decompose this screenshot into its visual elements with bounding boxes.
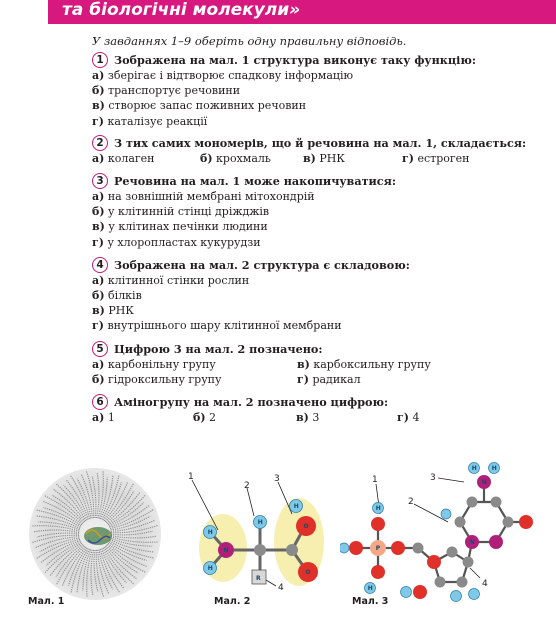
core-structure [84,527,112,545]
question-number: 5 [92,341,108,357]
hydrogen-label: H [375,505,381,512]
hydrogen-label: H [293,503,299,510]
question-list [92,30,542,425]
section-title-banner [48,0,556,24]
option: в) у клітинах печінки людини [92,220,268,234]
hydrogen-label: H [257,519,263,526]
nitrogen-label: N [223,547,229,554]
option: г) каталізує реакції [92,114,208,128]
option: а) 1 [92,411,115,425]
nitrogen-label: N [481,479,487,486]
option: г) 4 [397,411,420,425]
option-grid [92,357,542,387]
figure-3-caption: Мал. 3 [352,596,389,607]
hydrogen-label: H [491,465,497,472]
fig2-label-2: 2 [244,481,250,491]
option: в) РНК [92,304,134,318]
fig2-label-4: 4 [278,583,284,593]
question-4 [92,257,542,273]
fig2-label-1: 1 [188,472,194,482]
hydrogen-label: H [367,585,373,592]
option: б) 2 [193,411,217,425]
section-title: та біологічні молекули» [62,0,301,20]
option: а) зберігає і відтворює спадкову інформацію [92,69,354,82]
question-text: Зображена на мал. 2 структура є складовою: [114,257,410,272]
option: а) колаген [92,151,155,165]
option: г) естроген [402,151,470,165]
figure-1-molecule [20,464,170,604]
option: б) у клітинній стінці дріжджів [92,205,270,219]
option: г) внутрішнього шару клітинної мембрани [92,319,342,333]
option: а) карбонільну групу [92,357,216,371]
fig3-label-3: 3 [430,473,436,483]
figure-2-caption: Мал. 2 [214,596,251,607]
option: а) клітинної стінки рослин [92,273,250,287]
radical-label: R [256,575,261,582]
oxygen-label: O [305,569,311,576]
question-number: 6 [92,394,108,410]
figure-3-nucleotide [340,456,540,602]
option: в) створює запас поживних речовин [92,99,307,113]
fig3-label-1: 1 [372,475,378,485]
option: в) 3 [296,411,320,425]
fig3-label-4: 4 [482,579,488,589]
option: в) РНК [303,151,345,165]
figure-2-amino-acid [188,470,338,600]
option: а) на зовнішній мембрані мітохондрій [92,190,315,204]
option: в) карбоксильну групу [297,357,431,371]
question-number: 2 [92,135,108,151]
option: б) гідроксильну групу [92,372,222,386]
question-2 [92,135,542,151]
hydrogen-label: H [207,529,213,536]
option: б) транспортує речовини [92,84,241,98]
instruction-text: У завданнях 1–9 оберіть одну правильну відповідь. [92,34,407,48]
question-3 [92,173,542,189]
option: г) у хлоропластах кукурудзи [92,235,261,249]
question-text: Зображена на мал. 1 структура виконує таку функцію: [114,53,476,67]
oxygen-label: O [303,523,309,530]
question-1 [92,52,542,68]
figure-1-caption: Мал. 1 [28,596,65,607]
phosphorus-label: P [375,545,381,552]
question-text: Аміногрупу на мал. 2 позначено цифрою: [114,395,389,410]
hydrogen-label: H [471,465,477,472]
figures-area [0,452,556,623]
option-row [92,151,542,166]
option-row [92,410,542,425]
question-number: 4 [92,257,108,273]
nitrogen-label: N [469,539,475,546]
option: б) крохмаль [200,151,271,165]
question-text: З тих самих мономерів, що й речовина на мал. 1, складається: [114,135,527,150]
question-text: Речовина на мал. 1 може накопичуватися: [114,174,397,189]
question-5 [92,341,542,357]
question-number: 3 [92,173,108,189]
hydrogen-label: H [207,565,213,572]
option: б) білків [92,289,142,303]
question-number: 1 [92,52,108,68]
fig2-label-3: 3 [274,474,280,484]
option: г) радикал [297,372,361,386]
question-6 [92,394,542,410]
question-text: Цифрою 3 на мал. 2 позначено: [114,341,323,356]
fig3-label-2: 2 [408,497,414,507]
